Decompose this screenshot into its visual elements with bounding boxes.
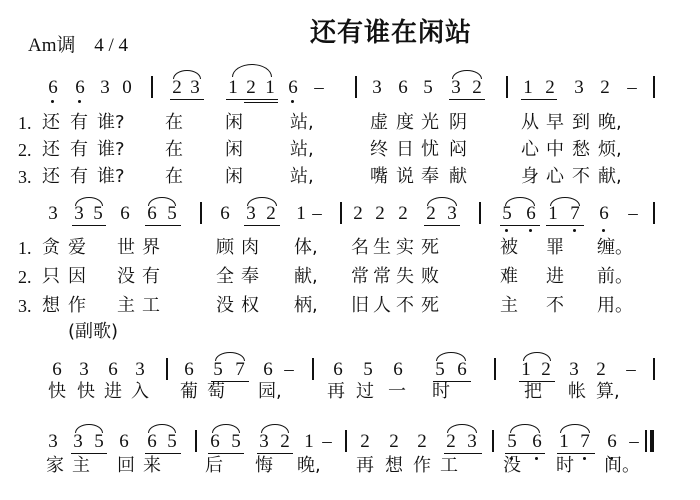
lyric-syllable: 只 (42, 266, 60, 287)
key-time-signature (28, 30, 128, 57)
note: 6 (263, 359, 273, 380)
note: 3 (467, 431, 477, 452)
lyric-syllable: 因 (68, 266, 86, 287)
lyric-syllable: 用。 (597, 295, 633, 316)
lyric-syllable: 葡 (180, 381, 198, 402)
lyric-syllable: 谁? (97, 166, 125, 187)
lyric-syllable: 奉 (241, 266, 259, 287)
underline (424, 225, 460, 226)
note: 1 (265, 77, 275, 98)
lyric-syllable: 实 (396, 237, 414, 258)
note: 6 (220, 203, 230, 224)
note: 5 (507, 431, 517, 452)
note: 3 (190, 77, 200, 98)
note: 2 (172, 77, 182, 98)
lyric-syllable: 晚, (297, 455, 321, 476)
lyric-syllable: 被 (500, 237, 518, 258)
lyric-syllable: 到 (572, 112, 590, 133)
note: 5 (94, 431, 104, 452)
lyric-syllable: 工 (440, 455, 458, 476)
bar-line (653, 202, 655, 224)
bar-line (653, 358, 655, 380)
lyric-syllable: 帐 (568, 381, 586, 402)
note: 6 (48, 77, 58, 98)
time-signature: 4 / 4 (94, 35, 129, 56)
lyric-syllable: 有 (70, 139, 88, 160)
underline (145, 453, 181, 454)
note: 1 (523, 77, 533, 98)
low-octave-dot (583, 457, 586, 460)
underline (505, 453, 545, 454)
lyric-syllable: 忧 (421, 139, 439, 160)
note: 1 (559, 431, 569, 452)
note: 2 (541, 359, 551, 380)
low-octave-dot (291, 100, 294, 103)
lyric-syllable: 心 (521, 139, 539, 160)
lyric-syllable: 奉 (421, 166, 439, 187)
underline (244, 102, 278, 103)
lyric-syllable: 不 (572, 166, 590, 187)
note: – (628, 203, 638, 224)
verse-number: 2. (18, 267, 32, 287)
lyric-syllable: 早 (546, 112, 564, 133)
lyric-syllable: 闲 (225, 112, 243, 133)
lyric-syllable: 来 (143, 455, 161, 476)
lyric-syllable: 从 (521, 112, 539, 133)
verse-number: 1. (18, 113, 32, 133)
lyric-syllable: 爱 (68, 237, 86, 258)
note: 3 (48, 431, 58, 452)
lyric-syllable: 主 (500, 295, 518, 316)
lyric-syllable: 主 (72, 455, 90, 476)
low-octave-dot (78, 100, 81, 103)
lyric-syllable: 顾 (216, 237, 234, 258)
note: 2 (375, 203, 385, 224)
note: 6 (119, 431, 129, 452)
lyric-syllable: 烦, (598, 139, 622, 160)
note: 2 (266, 203, 276, 224)
lyric-syllable: 家 (46, 455, 64, 476)
lyric-syllable: 间。 (604, 455, 640, 476)
lyric-syllable: 时 (556, 455, 574, 476)
lyric-syllable: 还 (42, 139, 60, 160)
lyric-syllable: 站, (290, 166, 314, 187)
lyric-syllable: 时 (432, 381, 450, 402)
note: – (322, 431, 332, 452)
note: 3 (451, 77, 461, 98)
note: 7 (580, 431, 590, 452)
slur (232, 64, 272, 77)
final-bar-line-thick (650, 430, 654, 452)
note: 3 (574, 77, 584, 98)
lyric-syllable: 贪 (42, 237, 60, 258)
note: 2 (246, 77, 256, 98)
lyric-syllable: 中 (546, 139, 564, 160)
note: 6 (75, 77, 85, 98)
note: 2 (472, 77, 482, 98)
lyric-syllable: 献, (598, 166, 622, 187)
lyric-syllable: 世 (117, 237, 135, 258)
note: 2 (280, 431, 290, 452)
verse-number: 3. (18, 296, 32, 316)
lyric-syllable: 光 (421, 112, 439, 133)
note: 5 (435, 359, 445, 380)
note: 1 (521, 359, 531, 380)
underline (72, 225, 106, 226)
lyric-syllable: 肉 (241, 237, 259, 258)
chorus-label: (副歌) (68, 321, 119, 342)
note: 6 (147, 203, 157, 224)
low-octave-dot (535, 457, 538, 460)
lyric-syllable: 没 (216, 295, 234, 316)
note: 7 (235, 359, 245, 380)
note: 6 (52, 359, 62, 380)
underline (170, 99, 204, 100)
underline (500, 225, 540, 226)
underline (546, 225, 584, 226)
lyric-syllable: 算, (596, 381, 620, 402)
low-octave-dot (602, 229, 605, 232)
lyric-syllable: 前。 (597, 266, 633, 287)
lyric-syllable: 作 (413, 455, 431, 476)
note: 3 (246, 203, 256, 224)
lyric-syllable: 进 (546, 266, 564, 287)
underline (521, 99, 557, 100)
note: 5 (423, 77, 433, 98)
lyric-syllable: 闲 (225, 139, 243, 160)
lyric-syllable: 日 (396, 139, 414, 160)
verse-number: 3. (18, 167, 32, 187)
note: 6 (526, 203, 536, 224)
lyric-syllable: 谁? (97, 139, 125, 160)
underline (226, 99, 278, 100)
note: – (284, 359, 294, 380)
bar-line (355, 76, 357, 98)
underline (557, 453, 595, 454)
note: – (629, 431, 639, 452)
lyric-syllable: 人 (373, 295, 391, 316)
note: 5 (213, 359, 223, 380)
lyric-syllable: 阴 (449, 112, 467, 133)
lyric-syllable: 主 (117, 295, 135, 316)
lyric-syllable: 想 (385, 455, 403, 476)
underline (257, 453, 293, 454)
note: 7 (570, 203, 580, 224)
lyric-syllable: 愁 (572, 139, 590, 160)
low-octave-dot (505, 229, 508, 232)
lyric-syllable: 闲 (225, 166, 243, 187)
lyric-syllable: 再 (356, 455, 374, 476)
note: 3 (79, 359, 89, 380)
bar-line (166, 358, 168, 380)
note: 1 (228, 77, 238, 98)
lyric-syllable: 名 (351, 237, 369, 258)
note: 2 (426, 203, 436, 224)
underline (208, 453, 244, 454)
lyric-syllable: 入 (131, 381, 149, 402)
note: 5 (93, 203, 103, 224)
lyric-syllable: 有 (142, 266, 160, 287)
note: 6 (398, 77, 408, 98)
key-signature: Am调 (28, 35, 76, 56)
lyric-syllable: 站, (290, 112, 314, 133)
lyric-syllable: 晚, (598, 112, 622, 133)
lyric-syllable: 献, (294, 266, 318, 287)
note: 5 (167, 431, 177, 452)
lyric-syllable: 虚 (370, 112, 388, 133)
note: 3 (74, 203, 84, 224)
lyric-syllable: 把 (524, 381, 542, 402)
lyric-syllable: 不 (396, 295, 414, 316)
lyric-syllable: 一 (388, 381, 406, 402)
lyric-syllable: 柄, (294, 295, 318, 316)
note: 6 (457, 359, 467, 380)
note: 2 (545, 77, 555, 98)
lyric-syllable: 在 (165, 139, 183, 160)
note: 3 (372, 77, 382, 98)
lyric-syllable: 献 (449, 166, 467, 187)
lyric-syllable: 工 (142, 295, 160, 316)
lyric-syllable: 死 (421, 295, 439, 316)
bar-line (653, 76, 655, 98)
low-octave-dot (573, 229, 576, 232)
note: – (627, 77, 637, 98)
bar-line (340, 202, 342, 224)
lyric-syllable: 常 (373, 266, 391, 287)
note: 2 (353, 203, 363, 224)
lyric-syllable: 没 (117, 266, 135, 287)
low-octave-dot (51, 100, 54, 103)
bar-line (200, 202, 202, 224)
lyric-syllable: 权 (241, 295, 259, 316)
note: 5 (167, 203, 177, 224)
note: 3 (259, 431, 269, 452)
note: 3 (569, 359, 579, 380)
note: 2 (398, 203, 408, 224)
lyric-syllable: 难 (500, 266, 518, 287)
underline (145, 225, 181, 226)
lyric-syllable: 全 (216, 266, 234, 287)
lyric-syllable: 死 (421, 237, 439, 258)
lyric-syllable: 站, (290, 139, 314, 160)
note: 2 (360, 431, 370, 452)
lyric-syllable: 不 (546, 295, 564, 316)
bar-line (151, 76, 153, 98)
bar-line (479, 202, 481, 224)
lyric-syllable: 萄 (207, 381, 225, 402)
song-title: 还有谁在闲站 (310, 18, 473, 48)
note: 6 (393, 359, 403, 380)
note: 2 (600, 77, 610, 98)
lyric-syllable: 罪 (546, 237, 564, 258)
note: 6 (333, 359, 343, 380)
underline (71, 453, 107, 454)
note: 2 (389, 431, 399, 452)
note: – (626, 359, 636, 380)
lyric-syllable: 快 (77, 381, 95, 402)
verse-number: 1. (18, 238, 32, 258)
lyric-syllable: 终 (370, 139, 388, 160)
note: 1 (296, 203, 306, 224)
lyric-syllable: 有 (70, 112, 88, 133)
lyric-syllable: 在 (165, 112, 183, 133)
lyric-syllable: 作 (68, 295, 86, 316)
lyric-syllable: 有 (70, 166, 88, 187)
lyric-syllable: 心 (546, 166, 564, 187)
note: 5 (231, 431, 241, 452)
note: – (314, 77, 324, 98)
note: 3 (135, 359, 145, 380)
note: – (312, 203, 322, 224)
note: 3 (447, 203, 457, 224)
note: 0 (122, 77, 132, 98)
lyric-syllable: 闷 (449, 139, 467, 160)
verse-number: 2. (18, 140, 32, 160)
note: 6 (607, 431, 617, 452)
lyric-syllable: 度 (396, 112, 414, 133)
note: 2 (596, 359, 606, 380)
lyric-syllable: 还 (42, 166, 60, 187)
lyric-syllable: 过 (356, 381, 374, 402)
note: 3 (48, 203, 58, 224)
note: 3 (100, 77, 110, 98)
lyric-syllable: 悔 (255, 455, 273, 476)
lyric-syllable: 生 (373, 237, 391, 258)
note: 1 (304, 431, 314, 452)
lyric-syllable: 界 (142, 237, 160, 258)
bar-line (506, 76, 508, 98)
note: 5 (363, 359, 373, 380)
lyric-syllable: 进 (104, 381, 122, 402)
lyric-syllable: 再 (327, 381, 345, 402)
note: 6 (108, 359, 118, 380)
lyric-syllable: 没 (503, 455, 521, 476)
note: 5 (502, 203, 512, 224)
note: 6 (147, 431, 157, 452)
lyric-syllable: 后 (205, 455, 223, 476)
bar-line (312, 358, 314, 380)
underline (449, 99, 485, 100)
note: 6 (184, 359, 194, 380)
lyric-syllable: 常 (351, 266, 369, 287)
note: 6 (210, 431, 220, 452)
final-bar-line-thin (645, 430, 647, 452)
bar-line (492, 430, 494, 452)
bar-line (345, 430, 347, 452)
note: 2 (446, 431, 456, 452)
bar-line (494, 358, 496, 380)
lyric-syllable: 想 (42, 295, 60, 316)
lyric-syllable: 失 (396, 266, 414, 287)
lyric-syllable: 体, (294, 237, 318, 258)
lyric-syllable: 谁? (97, 112, 125, 133)
lyric-syllable: 败 (421, 266, 439, 287)
lyric-syllable: 回 (117, 455, 135, 476)
lyric-syllable: 园, (258, 381, 282, 402)
lyric-syllable: 身 (521, 166, 539, 187)
note: 6 (120, 203, 130, 224)
underline (444, 453, 482, 454)
lyric-syllable: 还 (42, 112, 60, 133)
bar-line (195, 430, 197, 452)
lyric-syllable: 嘴 (370, 166, 388, 187)
underline (244, 225, 280, 226)
note: 3 (73, 431, 83, 452)
note: 6 (288, 77, 298, 98)
low-octave-dot (529, 229, 532, 232)
note: 6 (532, 431, 542, 452)
lyric-syllable: 在 (165, 166, 183, 187)
note: 2 (417, 431, 427, 452)
lyric-syllable: 旧 (351, 295, 369, 316)
note: 6 (599, 203, 609, 224)
lyric-syllable: 说 (396, 166, 414, 187)
note: 1 (548, 203, 558, 224)
lyric-syllable: 快 (48, 381, 66, 402)
lyric-syllable: 缠。 (597, 237, 633, 258)
